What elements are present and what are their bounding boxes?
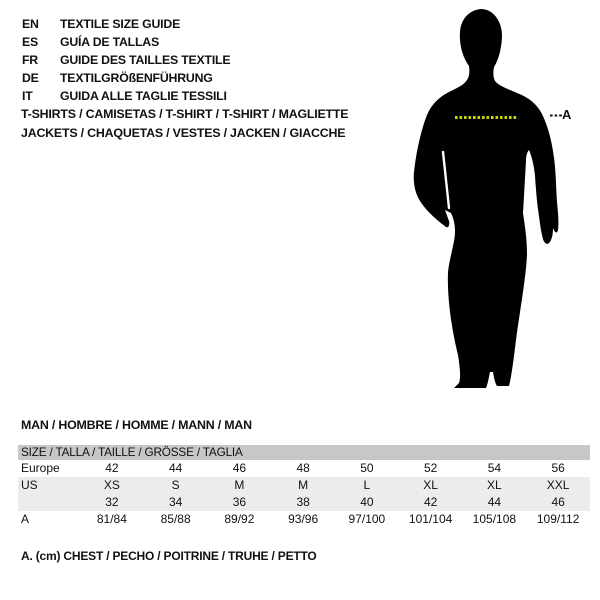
language-label: GUIDE DES TAILLES TEXTILE — [60, 53, 231, 67]
table-cell: 54 — [487, 461, 502, 475]
table-cell: 109/112 — [536, 512, 580, 526]
table-cell: 89/92 — [224, 512, 255, 526]
table-cell: 42 — [423, 495, 438, 509]
table-cell: 36 — [232, 495, 247, 509]
section-title-man: MAN / HOMBRE / HOMME / MANN / MAN — [21, 418, 252, 432]
language-label: GUIDA ALLE TAGLIE TESSILI — [60, 89, 227, 103]
language-code: EN — [22, 17, 39, 31]
language-row — [22, 51, 230, 69]
table-cell: 46 — [232, 461, 247, 475]
table-cell: 40 — [360, 495, 374, 509]
row-label: US — [21, 478, 38, 492]
row-label: A — [21, 512, 30, 526]
language-row — [22, 33, 230, 51]
man-silhouette-body — [414, 9, 559, 388]
footnote-chest: A. (cm) CHEST / PECHO / POITRINE / TRUHE / PETTO — [21, 549, 317, 563]
table-cell: 34 — [168, 495, 183, 509]
table-cell: L — [363, 478, 371, 492]
table-row-us — [18, 477, 590, 494]
language-code: IT — [22, 89, 33, 103]
language-label: TEXTILGRÖßENFÜHRUNG — [60, 71, 213, 85]
size-table-header: SIZE / TALLA / TAILLE / GRÖSSE / TAGLIA — [18, 445, 590, 460]
table-cell: XL — [487, 478, 502, 492]
table-cell: 44 — [487, 495, 502, 509]
table-cell: 97/100 — [348, 512, 386, 526]
table-cell: M — [234, 478, 245, 492]
table-row-a-chest — [18, 511, 590, 528]
row-label: Europe — [21, 461, 60, 475]
table-row-unlabeled — [18, 494, 590, 511]
table-cell: 105/108 — [472, 512, 517, 526]
table-cell: 93/96 — [288, 512, 319, 526]
language-row — [22, 87, 230, 105]
table-cell: S — [171, 478, 180, 492]
language-row — [22, 15, 230, 33]
table-cell: 101/104 — [408, 512, 453, 526]
language-code: FR — [22, 53, 38, 67]
language-row — [22, 69, 230, 87]
measure-label-a: A — [562, 107, 572, 122]
category-line-jackets: JACKETS / CHAQUETAS / VESTES / JACKEN / GIACCHE — [21, 126, 346, 140]
table-cell: 48 — [296, 461, 310, 475]
table-cell: 46 — [551, 495, 565, 509]
row-label — [18, 494, 80, 511]
language-label: TEXTILE SIZE GUIDE — [60, 17, 181, 31]
size-table — [18, 445, 590, 528]
language-code: ES — [22, 35, 39, 49]
table-cell: 44 — [168, 461, 183, 475]
table-cell: XL — [423, 478, 438, 492]
table-cell: 32 — [105, 495, 119, 509]
language-list — [22, 15, 230, 105]
table-cell: 50 — [360, 461, 374, 475]
man-silhouette-svg — [400, 0, 575, 400]
table-cell: M — [298, 478, 309, 492]
category-list — [21, 105, 348, 143]
table-cell: 52 — [423, 461, 438, 475]
table-cell: XS — [103, 478, 120, 492]
table-cell: 56 — [551, 461, 565, 475]
table-cell: 85/88 — [160, 512, 191, 526]
table-cell: 81/84 — [96, 512, 127, 526]
category-line-tshirts: T-SHIRTS / CAMISETAS / T-SHIRT / T-SHIRT / MAGLIETTE — [21, 107, 349, 121]
language-label: GUÍA DE TALLAS — [60, 35, 159, 49]
table-cell: 42 — [105, 461, 119, 475]
language-code: DE — [22, 71, 39, 85]
table-cell: 38 — [296, 495, 310, 509]
table-row-europe — [18, 460, 590, 477]
table-cell: XXL — [546, 478, 570, 492]
man-silhouette-figure — [400, 0, 600, 400]
